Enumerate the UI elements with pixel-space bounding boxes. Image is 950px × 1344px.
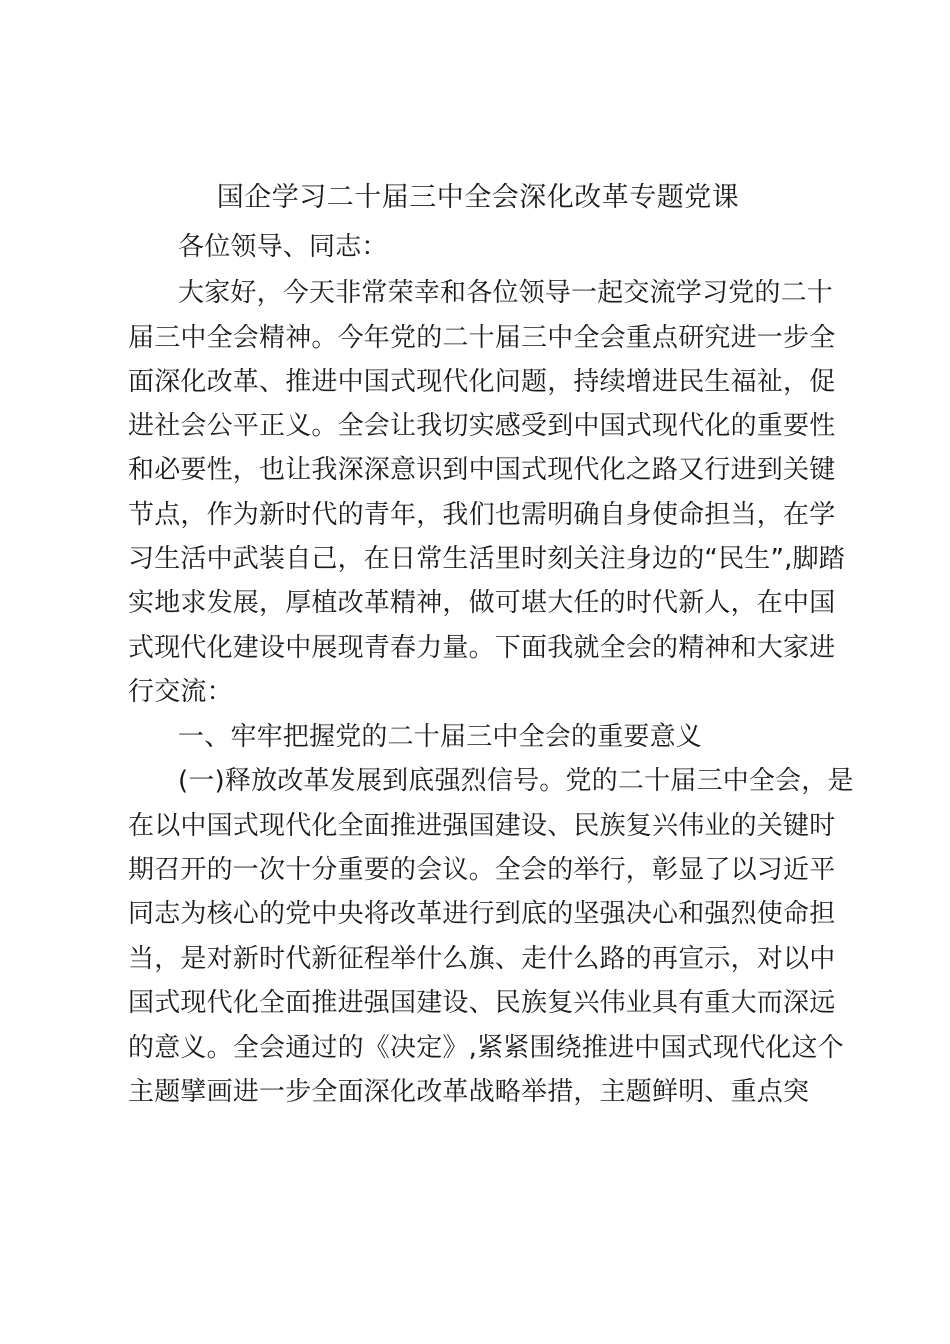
paragraph-line: 进社会公平正义。全会让我切实感受到中国式现代化的重要性 xyxy=(128,411,836,441)
paragraph-line: 行交流： xyxy=(128,677,233,707)
paragraph-line: 同志为核心的党中央将改革进行到底的坚强决心和强烈使命担 xyxy=(128,899,836,929)
paragraph-line: 习生活中武装自己，在日常生活里时刻关注身边的“民生”,脚踏 xyxy=(128,544,846,574)
paragraph-line: 届三中全会精神。今年党的二十届三中全会重点研究进一步全 xyxy=(128,323,836,353)
paragraph-line: 的意义。全会通过的《决定》,紧紧围绕推进中国式现代化这个 xyxy=(128,1033,844,1063)
paragraph-line: 和必要性，也让我深深意识到中国式现代化之路又行进到关键 xyxy=(128,455,836,485)
paragraph-line: 式现代化建设中展现青春力量。下面我就全会的精神和大家进 xyxy=(128,633,836,663)
paragraph-line: 在以中国式现代化全面推进强国建设、民族复兴伟业的关键时 xyxy=(128,811,836,841)
salutation: 各位领导、同志： xyxy=(178,232,388,262)
paragraph-line: 国式现代化全面推进强国建设、民族复兴伟业具有重大而深远 xyxy=(128,988,836,1018)
paragraph-line: (一)释放改革发展到底强烈信号。党的二十届三中全会，是 xyxy=(178,766,854,796)
paragraph-line: 大家好，今天非常荣幸和各位领导一起交流学习党的二十 xyxy=(178,278,834,308)
paragraph-line: 实地求发展，厚植改革精神，做可堪大任的时代新人，在中国 xyxy=(128,588,836,618)
paragraph-line: 面深化改革、推进中国式现代化问题，持续增进民生福祉，促 xyxy=(128,367,836,397)
paragraph-line: 主题擘画进一步全面深化改革战略举措，主题鲜明、重点突 xyxy=(128,1077,810,1107)
section-heading: 一、牢牢把握党的二十届三中全会的重要意义 xyxy=(178,722,703,752)
paragraph-line: 节点，作为新时代的青年，我们也需明确自身使命担当，在学 xyxy=(128,500,836,530)
paragraph-line: 期召开的一次十分重要的会议。全会的举行，彰显了以习近平 xyxy=(128,855,836,885)
document-title: 国企学习二十届三中全会深化改革专题党课 xyxy=(216,182,740,213)
paragraph-line: 当，是对新时代新征程举什么旗、走什么路的再宣示，对以中 xyxy=(128,944,836,974)
